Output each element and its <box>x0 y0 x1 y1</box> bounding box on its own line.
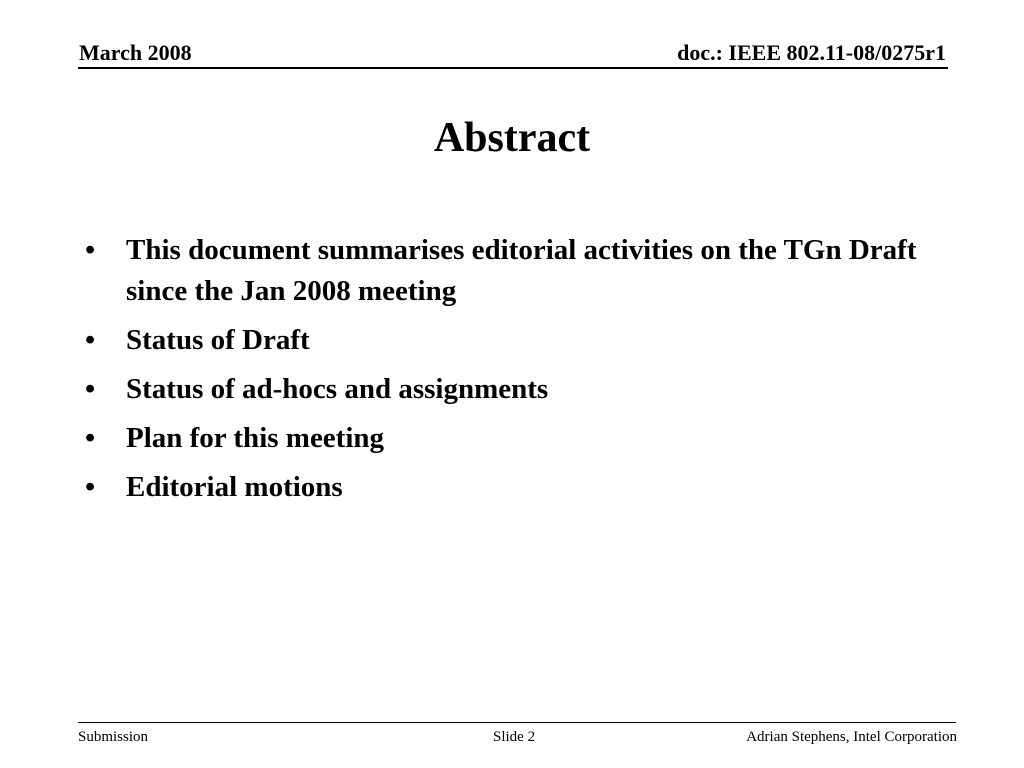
bullet-item <box>85 369 945 410</box>
header-divider <box>78 67 948 69</box>
footer-slide-number: Slide 2 <box>493 729 536 745</box>
bullet-list <box>85 230 945 516</box>
bullet-item <box>85 467 945 508</box>
header-date: March 2008 <box>79 40 192 65</box>
bullet-text: Status of ad-hocs and assignments <box>126 373 549 405</box>
bullet-point-icon: • <box>85 422 96 454</box>
bullet-item <box>85 418 945 459</box>
bullet-point-icon: • <box>85 373 96 405</box>
footer-submission: Submission <box>78 729 149 745</box>
bullet-item <box>85 230 945 312</box>
bullet-point-icon: • <box>85 324 96 356</box>
footer-divider <box>78 722 956 723</box>
header-doc-id: doc.: IEEE 802.11-08/0275r1 <box>677 40 946 65</box>
bullet-text: Editorial motions <box>126 471 343 503</box>
bullet-item <box>85 320 945 361</box>
bullet-point-icon: • <box>85 234 96 266</box>
slide-title: Abstract <box>433 115 591 161</box>
footer-author: Adrian Stephens, Intel Corporation <box>746 729 957 745</box>
bullet-text: This document summarises editorial activities on the TGn Draft since the Jan 2008 meeting <box>126 234 917 307</box>
bullet-point-icon: • <box>85 471 96 503</box>
bullet-text: Plan for this meeting <box>126 422 385 454</box>
bullet-text: Status of Draft <box>126 324 310 356</box>
